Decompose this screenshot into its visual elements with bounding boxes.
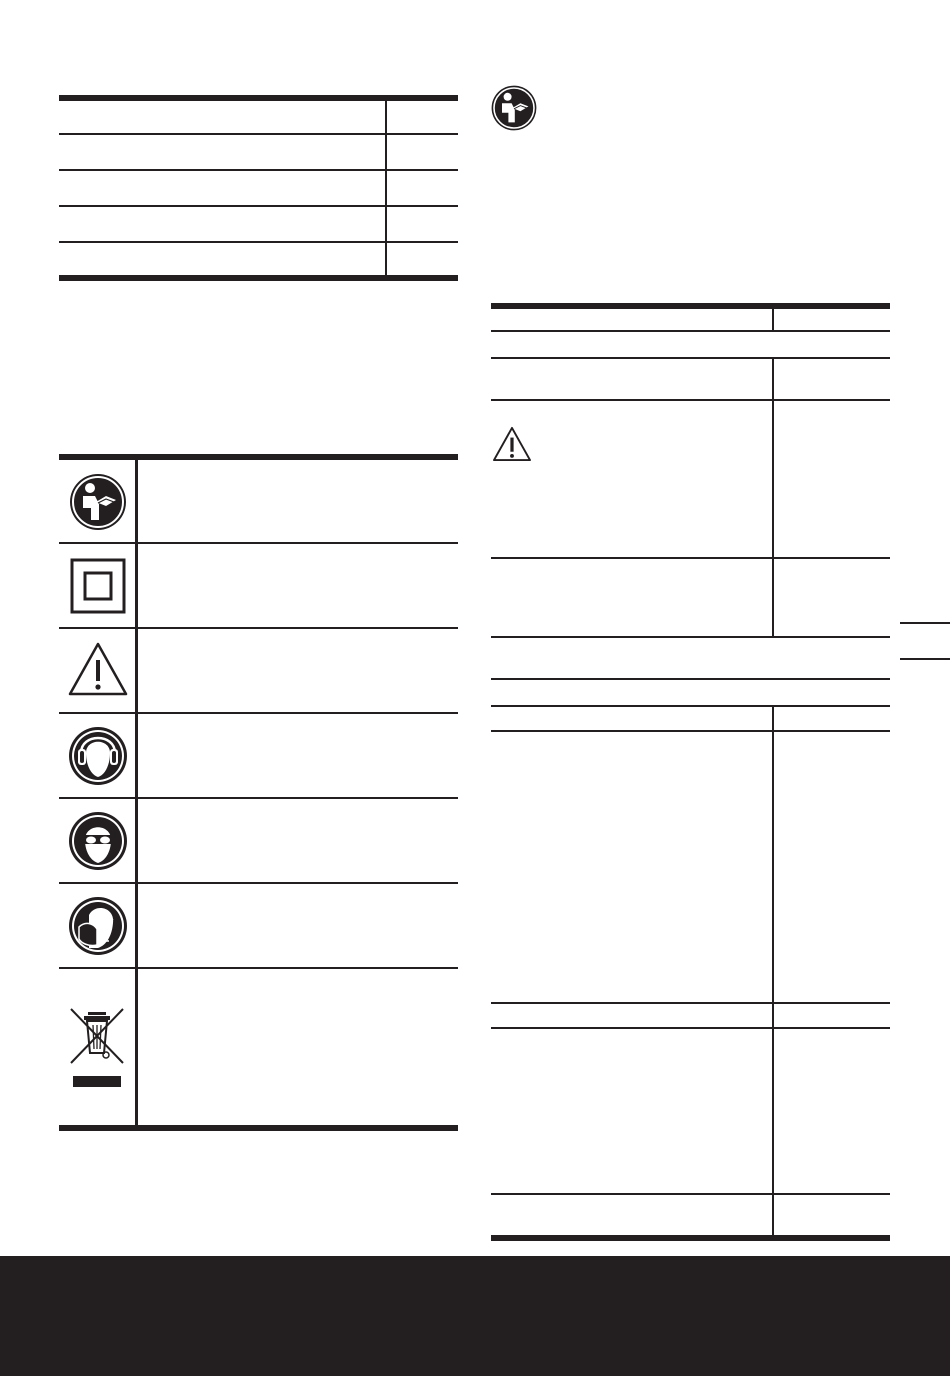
table-row-rule <box>491 1002 890 1004</box>
table-column-divider <box>772 359 774 636</box>
table-row-rule <box>491 330 890 332</box>
table-column-divider <box>772 309 774 330</box>
table-row-rule <box>59 205 458 207</box>
table-top-rule <box>59 454 458 460</box>
table-row-rule <box>491 705 890 707</box>
table-row-rule <box>59 712 458 714</box>
table-row-rule <box>491 730 890 732</box>
table-row-rule <box>491 399 890 401</box>
table-row-rule <box>491 1027 890 1029</box>
table-row-rule <box>59 542 458 544</box>
weee-disposal-icon <box>68 1006 126 1090</box>
warning-triangle-icon <box>67 641 129 697</box>
eye-protection-icon <box>67 810 129 872</box>
footer-band <box>0 1256 950 1376</box>
table-row-rule <box>491 678 890 680</box>
table-row-rule <box>59 967 458 969</box>
warning-triangle-icon <box>491 426 533 462</box>
table-row-rule <box>59 882 458 884</box>
read-manual-icon <box>68 472 128 532</box>
table-row-rule <box>59 797 458 799</box>
tab-rule <box>900 622 950 624</box>
table-column-divider <box>135 460 138 1131</box>
table-row-rule <box>59 169 458 171</box>
table-row-rule <box>491 557 890 559</box>
table-row-rule <box>491 357 890 359</box>
tab-rule <box>900 658 950 660</box>
table-column-divider <box>385 101 387 278</box>
double-insulation-icon <box>70 558 126 614</box>
dust-mask-icon <box>67 895 129 957</box>
table-column-divider <box>772 707 774 1235</box>
table-bottom-rule <box>491 1235 890 1241</box>
table-bottom-rule <box>59 275 458 281</box>
read-manual-icon <box>490 84 538 132</box>
table-top-rule <box>491 303 890 309</box>
table-row-rule <box>59 133 458 135</box>
ear-protection-icon <box>67 725 129 787</box>
table-row-rule <box>59 241 458 243</box>
table-row-rule <box>491 636 890 638</box>
table-row-rule <box>491 1193 890 1195</box>
table-bottom-rule <box>59 1125 458 1131</box>
table-top-rule <box>59 95 458 101</box>
table-row-rule <box>59 627 458 629</box>
